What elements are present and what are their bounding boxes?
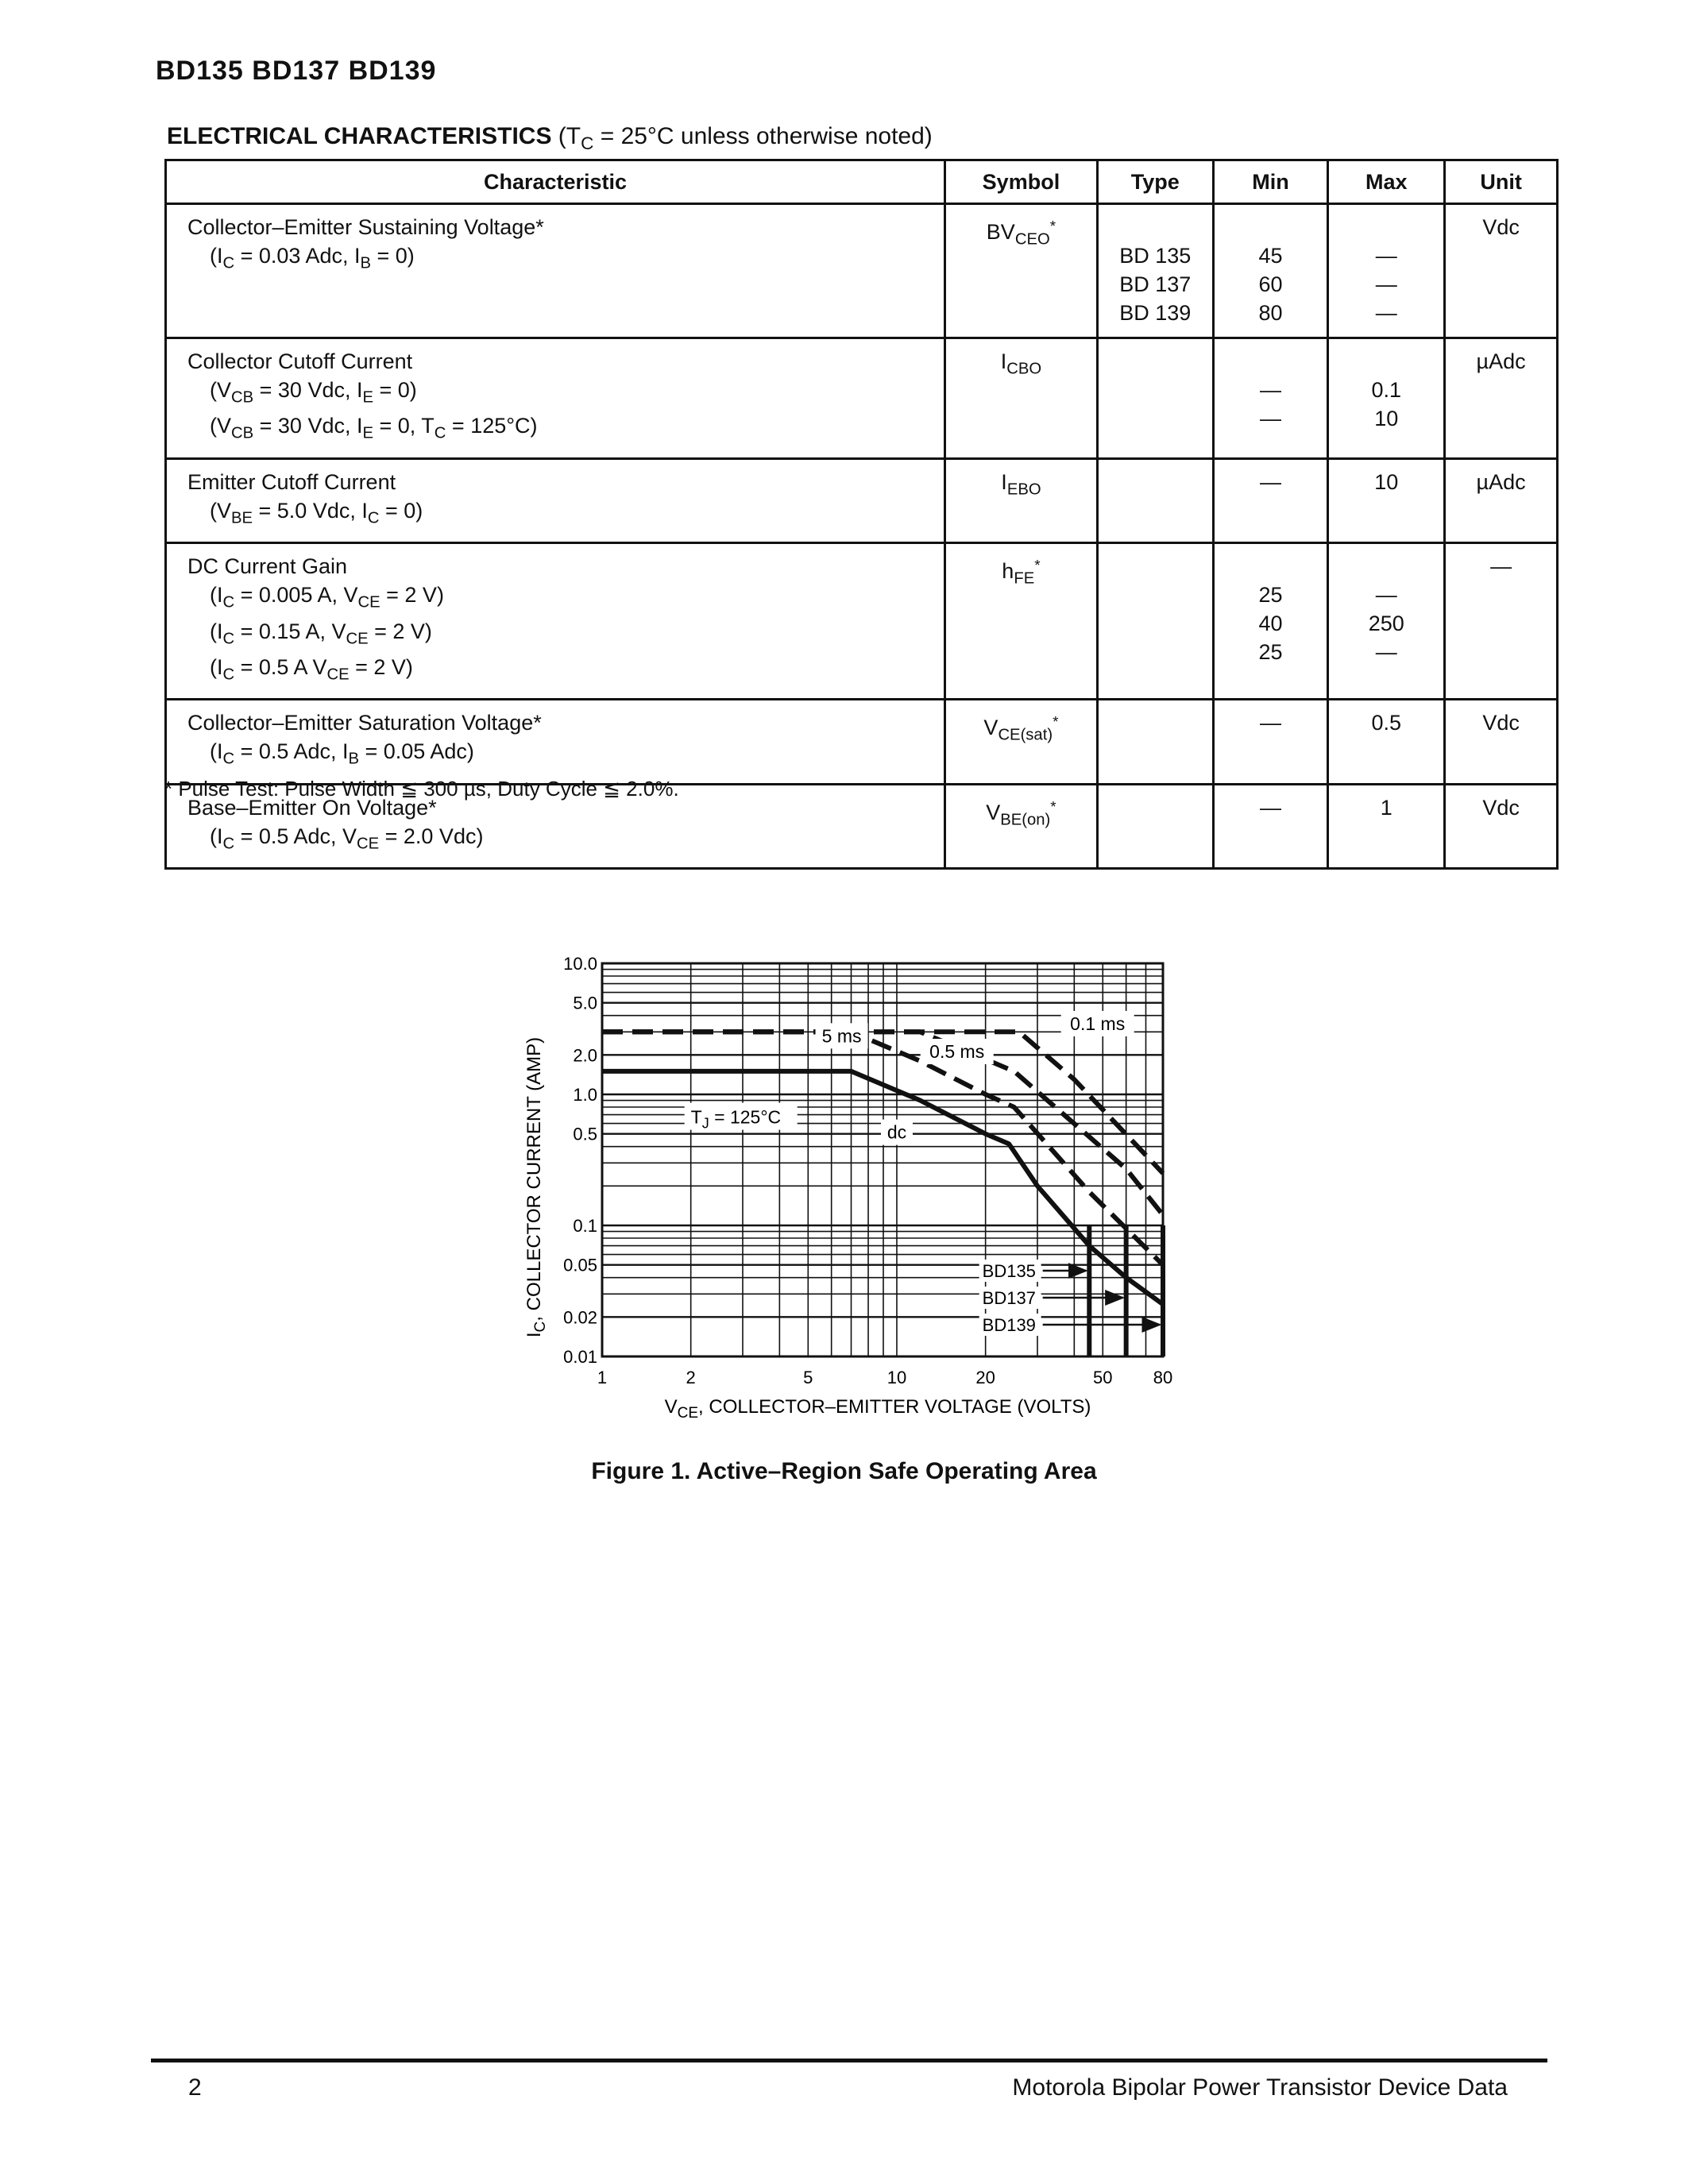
- unit-cell: Vdc: [1445, 784, 1558, 868]
- table-row: [166, 338, 1558, 459]
- test-condition: ($I_C = 0.15$ A, $V_{CE} = 2$ V): [210, 619, 432, 647]
- characteristic-cell: Collector–Emitter Saturation Voltage* ($I_C = 0.5$ Adc, $I_B = 0.05$ Adc): [166, 700, 945, 784]
- test-condition: ($I_C = 0.005$ A, $V_{CE} = 2$ V): [210, 583, 444, 612]
- min-cell: —: [1213, 700, 1328, 784]
- symbol-cell: $BV_{CEO}^*$: [945, 204, 1098, 338]
- y-tick-label: 0.05: [563, 1255, 597, 1275]
- max-cell: 10: [1328, 458, 1445, 542]
- test-condition: ($I_C = 0.5$ A $V_{CE} = 2$ V): [210, 654, 413, 684]
- table-row: [166, 700, 1558, 784]
- footnote: * Pulse Test: Pulse Width ≦ 300 µs, Duty Cycle ≦ 2.0%.: [164, 777, 679, 801]
- symbol-cell: $I_{CBO}$: [945, 338, 1098, 459]
- document-header: BD135 BD137 BD139: [156, 56, 437, 86]
- x-tick-label: 10: [886, 1368, 907, 1387]
- test-condition: ($V_{BE} = 5.0$ Vdc, $I_C = 0$): [210, 498, 423, 527]
- characteristic-cell: Collector Cutoff Current ($V_{CB} = 30$ Vdc, $I_E = 0$) ($V_{CB} = 30$ Vdc, $I_E = 0$, $T_C = 125^\circ C$): [166, 338, 945, 459]
- characteristic-cell: Base–Emitter On Voltage* ($I_C = 0.5$ Adc, $V_{CE} = 2.0$ Vdc): [166, 784, 945, 868]
- column-header: Characteristic: [166, 160, 945, 204]
- x-tick-label: 5: [803, 1368, 813, 1387]
- annotation-dc: dc: [886, 1121, 907, 1143]
- max-cell: — 250 —: [1328, 543, 1445, 700]
- symbol-cell: $V_{BE(on)}^*$: [945, 784, 1098, 868]
- annotation-0-1-ms: 0.1 ms: [1070, 1013, 1126, 1034]
- characteristic-cell: DC Current Gain ($I_C = 0.005$ A, $V_{CE} = 2$ V) ($I_C = 0.15$ A, $V_{CE} = 2$ V) ($I_C = 0.5$ A $V_{CE} = 2$ V): [166, 543, 945, 700]
- characteristic-cell: Collector–Emitter Sustaining Voltage* ($I_C = 0.03$ Adc, $I_B = 0$): [166, 204, 945, 338]
- safe-operating-area-chart: [508, 949, 1223, 1449]
- y-tick-label: 5.0: [573, 993, 597, 1013]
- y-tick-label: 0.01: [563, 1347, 597, 1367]
- y-tick-label: 1.0: [573, 1085, 597, 1105]
- page-number: 2: [188, 2074, 202, 2101]
- test-condition: ($V_{CB} = 30$ Vdc, $I_E = 0$, $T_C = 125^\circ C$): [210, 414, 538, 442]
- test-condition: ($I_C = 0.03$ Adc, $I_B = 0$): [210, 244, 415, 272]
- annotation-5-ms: 5 ms: [821, 1025, 862, 1047]
- test-condition: ($I_C = 0.5$ Adc, $V_{CE} = 2.0$ Vdc): [210, 824, 484, 853]
- type-cell: [1097, 784, 1213, 868]
- y-tick-label: 10.0: [563, 954, 597, 974]
- limit-label-bd137: BD137: [982, 1288, 1036, 1308]
- type-cell: [1097, 700, 1213, 784]
- soa-curve-5-ms: [602, 1032, 1163, 1264]
- unit-cell: Vdc: [1445, 204, 1558, 338]
- limit-label-bd135: BD135: [982, 1261, 1036, 1281]
- test-condition: ($V_{CB} = 30$ Vdc, $I_E = 0$): [210, 378, 417, 407]
- symbol-cell: $I_{EBO}$: [945, 458, 1098, 542]
- electrical-characteristics-table: [164, 159, 1559, 870]
- min-cell: —: [1213, 458, 1328, 542]
- y-tick-label: 0.02: [563, 1307, 597, 1328]
- limit-label-bd139: BD139: [982, 1315, 1036, 1335]
- column-header: Min: [1213, 160, 1328, 204]
- column-header: Type: [1097, 160, 1213, 204]
- column-header: Unit: [1445, 160, 1558, 204]
- soa-curve-0-1-ms: [602, 1032, 1163, 1173]
- column-header: Max: [1328, 160, 1445, 204]
- section-title-text: ELECTRICAL CHARACTERISTICS: [167, 123, 552, 149]
- unit-cell: µAdc: [1445, 338, 1558, 459]
- table-row: [166, 458, 1558, 542]
- unit-cell: Vdc: [1445, 700, 1558, 784]
- x-axis-label: $V_{CE}$, COLLECTOR–EMITTER VOLTAGE (VOLTS): [664, 1396, 1091, 1422]
- x-tick-label: 80: [1153, 1368, 1173, 1387]
- x-tick-label: 1: [597, 1368, 608, 1387]
- x-tick-label: 2: [686, 1368, 696, 1387]
- figure-caption: Figure 1. Active–Region Safe Operating Area: [591, 1458, 1097, 1484]
- column-header: Symbol: [945, 160, 1098, 204]
- y-tick-label: 0.5: [573, 1124, 597, 1144]
- unit-cell: —: [1445, 543, 1558, 700]
- type-cell: [1097, 543, 1213, 700]
- publication-title: Motorola Bipolar Power Transistor Device Data: [1012, 2074, 1508, 2101]
- min-cell: 25 40 25: [1213, 543, 1328, 700]
- type-cell: BD 135 BD 137 BD 139: [1097, 204, 1213, 338]
- type-cell: [1097, 458, 1213, 542]
- symbol-cell: $h_{FE}^*$: [945, 543, 1098, 700]
- y-tick-label: 2.0: [573, 1045, 597, 1066]
- x-tick-label: 50: [1093, 1368, 1113, 1387]
- test-condition: ($I_C = 0.5$ Adc, $I_B = 0.05$ Adc): [210, 739, 474, 768]
- y-tick-label: 0.1: [573, 1216, 597, 1236]
- annotation-0-5-ms: 0.5 ms: [929, 1041, 985, 1063]
- max-cell: 1: [1328, 784, 1445, 868]
- table-header-row: [166, 160, 1558, 204]
- section-title: [167, 123, 933, 154]
- max-cell: 0.1 10: [1328, 338, 1445, 459]
- max-cell: — — —: [1328, 204, 1445, 338]
- unit-cell: µAdc: [1445, 458, 1558, 542]
- table-row: [166, 543, 1558, 700]
- footer-rule: [151, 2059, 1547, 2062]
- section-condition: ($T_C = 25^\circ C$ unless otherwise noted): [558, 123, 933, 153]
- x-tick-label: 20: [975, 1368, 995, 1387]
- max-cell: 0.5: [1328, 700, 1445, 784]
- type-cell: [1097, 338, 1213, 459]
- table-row: [166, 204, 1558, 338]
- min-cell: —: [1213, 784, 1328, 868]
- characteristic-cell: Emitter Cutoff Current ($V_{BE} = 5.0$ Vdc, $I_C = 0$): [166, 458, 945, 542]
- symbol-cell: $V_{CE(sat)}^*$: [945, 700, 1098, 784]
- min-cell: 45 60 80: [1213, 204, 1328, 338]
- y-axis-label: $I_C$, COLLECTOR CURRENT (AMP): [523, 1036, 549, 1338]
- annotation-junction-temp: $T_J = 125^\circ C$: [690, 1106, 782, 1132]
- min-cell: — —: [1213, 338, 1328, 459]
